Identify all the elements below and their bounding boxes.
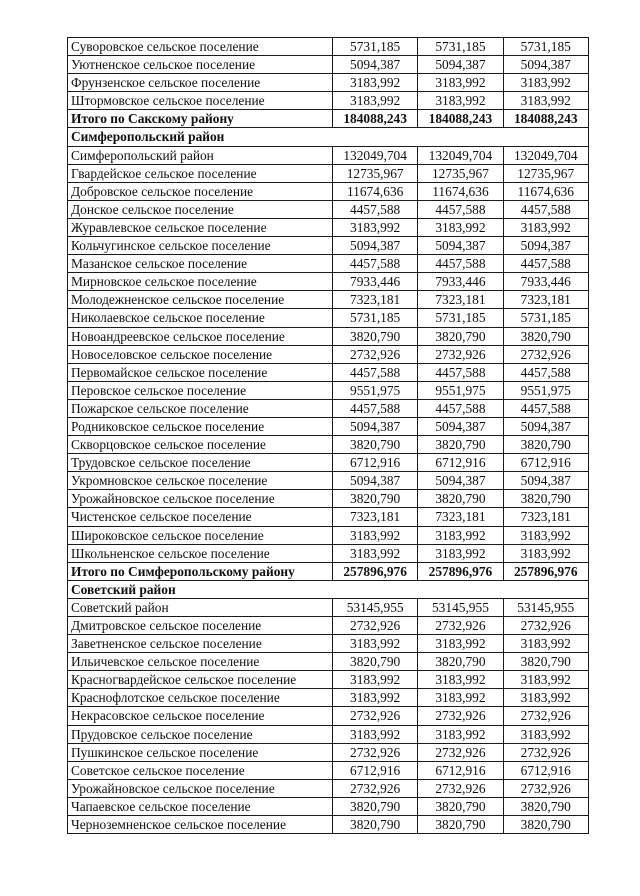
table-row [68, 526, 589, 544]
table-row [68, 743, 589, 761]
amount-cell-2: 5094,387 [418, 417, 503, 435]
amount-cell-2: 3183,992 [418, 635, 503, 653]
settlement-name: Урожайновское сельское поселение [68, 779, 333, 797]
amount-cell-1: 132049,704 [333, 146, 418, 164]
amount-cell-1: 7323,181 [333, 508, 418, 526]
amount-cell-3: 6712,916 [503, 454, 588, 472]
amount-cell-1: 2732,926 [333, 743, 418, 761]
settlement-name: Чапаевское сельское поселение [68, 797, 333, 815]
settlement-name: Итого по Симферопольскому району [68, 562, 333, 580]
table-row [68, 218, 589, 236]
amount-cell-2: 4457,588 [418, 399, 503, 417]
amount-cell-1: 5094,387 [333, 237, 418, 255]
amount-cell-2: 2732,926 [418, 617, 503, 635]
amount-cell-2: 3183,992 [418, 74, 503, 92]
amount-cell-1: 3183,992 [333, 544, 418, 562]
amount-cell-3: 3183,992 [503, 635, 588, 653]
table-row [68, 255, 589, 273]
amount-cell-3: 3820,790 [503, 816, 588, 834]
settlement-name: Суворовское сельское поселение [68, 38, 333, 56]
table-row [68, 38, 589, 56]
amount-cell-2: 9551,975 [418, 381, 503, 399]
amount-cell-2: 11674,636 [418, 182, 503, 200]
amount-cell-1: 4457,588 [333, 399, 418, 417]
section-title: Советский район [68, 580, 333, 598]
amount-cell-1: 5094,387 [333, 472, 418, 490]
settlement-name: Новоселовское сельское поселение [68, 345, 333, 363]
amount-cell-1: 3183,992 [333, 218, 418, 236]
amount-cell-3: 3183,992 [503, 689, 588, 707]
amount-cell-1: 3183,992 [333, 635, 418, 653]
table-row [68, 146, 589, 164]
table-row [68, 707, 589, 725]
settlement-name: Широковское сельское поселение [68, 526, 333, 544]
empty-cell [333, 580, 418, 598]
amount-cell-1: 2732,926 [333, 707, 418, 725]
total-row [68, 110, 589, 128]
amount-cell-2: 3820,790 [418, 490, 503, 508]
amount-cell-1: 53145,955 [333, 598, 418, 616]
amount-cell-1: 7933,446 [333, 273, 418, 291]
amount-cell-3: 12735,967 [503, 164, 588, 182]
table-row [68, 291, 589, 309]
settlement-name: Чистенское сельское поселение [68, 508, 333, 526]
settlement-name: Советский район [68, 598, 333, 616]
settlement-name: Мазанское сельское поселение [68, 255, 333, 273]
amount-cell-3: 3820,790 [503, 436, 588, 454]
table-row [68, 635, 589, 653]
amount-cell-3: 7933,446 [503, 273, 588, 291]
table-row [68, 327, 589, 345]
amount-cell-2: 3183,992 [418, 218, 503, 236]
table-row [68, 725, 589, 743]
amount-cell-2: 3820,790 [418, 653, 503, 671]
settlement-name: Молодежненское сельское поселение [68, 291, 333, 309]
amount-cell-2: 2732,926 [418, 345, 503, 363]
table-row [68, 779, 589, 797]
settlement-name: Николаевское сельское поселение [68, 309, 333, 327]
table-row [68, 363, 589, 381]
amount-cell-3: 3820,790 [503, 653, 588, 671]
table-row [68, 689, 589, 707]
amount-cell-2: 4457,588 [418, 363, 503, 381]
table-row [68, 436, 589, 454]
amount-cell-3: 4457,588 [503, 399, 588, 417]
amount-cell-2: 4457,588 [418, 255, 503, 273]
table-row [68, 761, 589, 779]
amount-cell-2: 3820,790 [418, 797, 503, 815]
amount-cell-3: 6712,916 [503, 761, 588, 779]
amount-cell-2: 257896,976 [418, 562, 503, 580]
table-row [68, 164, 589, 182]
empty-cell [418, 128, 503, 146]
amount-cell-2: 2732,926 [418, 743, 503, 761]
settlement-name: Первомайское сельское поселение [68, 363, 333, 381]
settlement-name: Дмитровское сельское поселение [68, 617, 333, 635]
total-row [68, 562, 589, 580]
amount-cell-2: 3183,992 [418, 526, 503, 544]
amount-cell-1: 184088,243 [333, 110, 418, 128]
amount-cell-2: 5094,387 [418, 56, 503, 74]
table-body [68, 38, 589, 834]
amount-cell-2: 2732,926 [418, 707, 503, 725]
table-row [68, 381, 589, 399]
amount-cell-1: 3183,992 [333, 671, 418, 689]
amount-cell-3: 132049,704 [503, 146, 588, 164]
amount-cell-3: 5094,387 [503, 56, 588, 74]
table-row [68, 273, 589, 291]
amount-cell-1: 3820,790 [333, 797, 418, 815]
section-header-row [68, 128, 589, 146]
amount-cell-2: 5094,387 [418, 237, 503, 255]
table-row [68, 816, 589, 834]
amount-cell-3: 2732,926 [503, 743, 588, 761]
amount-cell-2: 4457,588 [418, 200, 503, 218]
amount-cell-3: 2732,926 [503, 707, 588, 725]
settlement-name: Пожарское сельское поселение [68, 399, 333, 417]
amount-cell-1: 257896,976 [333, 562, 418, 580]
empty-cell [503, 580, 588, 598]
amount-cell-1: 5094,387 [333, 417, 418, 435]
amount-cell-1: 2732,926 [333, 779, 418, 797]
amount-cell-3: 7323,181 [503, 291, 588, 309]
amount-cell-1: 2732,926 [333, 617, 418, 635]
settlement-name: Кольчугинское сельское поселение [68, 237, 333, 255]
amount-cell-2: 5094,387 [418, 472, 503, 490]
amount-cell-2: 5731,185 [418, 309, 503, 327]
settlement-name: Трудовское сельское поселение [68, 454, 333, 472]
amount-cell-1: 3820,790 [333, 436, 418, 454]
amount-cell-1: 3183,992 [333, 725, 418, 743]
amount-cell-3: 4457,588 [503, 200, 588, 218]
amount-cell-1: 3820,790 [333, 490, 418, 508]
amount-cell-2: 2732,926 [418, 779, 503, 797]
amount-cell-2: 3183,992 [418, 725, 503, 743]
empty-cell [418, 580, 503, 598]
amount-cell-3: 3183,992 [503, 526, 588, 544]
amount-cell-1: 2732,926 [333, 345, 418, 363]
amount-cell-1: 3183,992 [333, 526, 418, 544]
settlement-name: Донское сельское поселение [68, 200, 333, 218]
amount-cell-1: 7323,181 [333, 291, 418, 309]
settlement-name: Уютненское сельское поселение [68, 56, 333, 74]
amount-cell-1: 4457,588 [333, 363, 418, 381]
amount-cell-3: 3183,992 [503, 218, 588, 236]
amount-cell-3: 5094,387 [503, 237, 588, 255]
table-row [68, 653, 589, 671]
amount-cell-3: 7323,181 [503, 508, 588, 526]
table-row [68, 399, 589, 417]
amount-cell-1: 6712,916 [333, 454, 418, 472]
settlement-name: Краснофлотское сельское поселение [68, 689, 333, 707]
empty-cell [333, 128, 418, 146]
amount-cell-3: 53145,955 [503, 598, 588, 616]
amount-cell-2: 3820,790 [418, 327, 503, 345]
amount-cell-3: 11674,636 [503, 182, 588, 200]
amount-cell-1: 5731,185 [333, 309, 418, 327]
table-row [68, 797, 589, 815]
amount-cell-3: 3183,992 [503, 544, 588, 562]
amount-cell-3: 3820,790 [503, 327, 588, 345]
amount-cell-3: 2732,926 [503, 345, 588, 363]
amount-cell-3: 3183,992 [503, 725, 588, 743]
amount-cell-1: 3820,790 [333, 816, 418, 834]
settlement-name: Некрасовское сельское поселение [68, 707, 333, 725]
amount-cell-1: 12735,967 [333, 164, 418, 182]
amount-cell-1: 3183,992 [333, 92, 418, 110]
table-row [68, 454, 589, 472]
amount-cell-1: 11674,636 [333, 182, 418, 200]
settlement-name: Симферопольский район [68, 146, 333, 164]
section-header-row [68, 580, 589, 598]
table-row [68, 617, 589, 635]
settlement-name: Пушкинское сельское поселение [68, 743, 333, 761]
table-row [68, 92, 589, 110]
table-row [68, 74, 589, 92]
amount-cell-2: 3183,992 [418, 671, 503, 689]
settlement-name: Ильичевское сельское поселение [68, 653, 333, 671]
settlement-name: Мирновское сельское поселение [68, 273, 333, 291]
amount-cell-3: 4457,588 [503, 255, 588, 273]
amount-cell-2: 12735,967 [418, 164, 503, 182]
amount-cell-3: 3183,992 [503, 671, 588, 689]
settlement-name: Новоандреевское сельское поселение [68, 327, 333, 345]
document-page [67, 37, 588, 834]
settlement-name: Школьненское сельское поселение [68, 544, 333, 562]
amount-cell-3: 184088,243 [503, 110, 588, 128]
settlement-name: Фрунзенское сельское поселение [68, 74, 333, 92]
table-row [68, 345, 589, 363]
amount-cell-3: 2732,926 [503, 617, 588, 635]
amount-cell-2: 6712,916 [418, 761, 503, 779]
amount-cell-3: 5731,185 [503, 309, 588, 327]
settlement-name: Итого по Сакскому району [68, 110, 333, 128]
settlement-name: Штормовское сельское поселение [68, 92, 333, 110]
amount-cell-2: 3820,790 [418, 436, 503, 454]
table-row [68, 508, 589, 526]
amount-cell-2: 3183,992 [418, 92, 503, 110]
amount-cell-1: 4457,588 [333, 255, 418, 273]
table-row [68, 237, 589, 255]
amount-cell-1: 3183,992 [333, 689, 418, 707]
budget-allocation-table [67, 37, 589, 834]
amount-cell-2: 5731,185 [418, 38, 503, 56]
settlement-name: Советское сельское поселение [68, 761, 333, 779]
settlement-name: Заветненское сельское поселение [68, 635, 333, 653]
settlement-name: Перовское сельское поселение [68, 381, 333, 399]
amount-cell-3: 5731,185 [503, 38, 588, 56]
amount-cell-2: 7323,181 [418, 291, 503, 309]
table-row [68, 182, 589, 200]
settlement-name: Красногвардейское сельское поселение [68, 671, 333, 689]
amount-cell-3: 4457,588 [503, 363, 588, 381]
amount-cell-3: 3183,992 [503, 92, 588, 110]
table-row [68, 417, 589, 435]
amount-cell-1: 4457,588 [333, 200, 418, 218]
settlement-name: Журавлевское сельское поселение [68, 218, 333, 236]
settlement-name: Добровское сельское поселение [68, 182, 333, 200]
settlement-name: Урожайновское сельское поселение [68, 490, 333, 508]
amount-cell-2: 53145,955 [418, 598, 503, 616]
amount-cell-3: 3820,790 [503, 797, 588, 815]
table-row [68, 200, 589, 218]
empty-cell [503, 128, 588, 146]
amount-cell-3: 3820,790 [503, 490, 588, 508]
amount-cell-1: 9551,975 [333, 381, 418, 399]
amount-cell-1: 5731,185 [333, 38, 418, 56]
amount-cell-1: 3183,992 [333, 74, 418, 92]
amount-cell-2: 6712,916 [418, 454, 503, 472]
settlement-name: Укромновское сельское поселение [68, 472, 333, 490]
amount-cell-1: 6712,916 [333, 761, 418, 779]
section-title: Симферопольский район [68, 128, 333, 146]
amount-cell-3: 9551,975 [503, 381, 588, 399]
table-row [68, 309, 589, 327]
settlement-name: Гвардейское сельское поселение [68, 164, 333, 182]
settlement-name: Прудовское сельское поселение [68, 725, 333, 743]
table-row [68, 56, 589, 74]
amount-cell-1: 3820,790 [333, 653, 418, 671]
amount-cell-2: 3183,992 [418, 689, 503, 707]
amount-cell-3: 5094,387 [503, 472, 588, 490]
amount-cell-2: 7933,446 [418, 273, 503, 291]
amount-cell-3: 3183,992 [503, 74, 588, 92]
amount-cell-1: 3820,790 [333, 327, 418, 345]
amount-cell-2: 132049,704 [418, 146, 503, 164]
amount-cell-3: 257896,976 [503, 562, 588, 580]
amount-cell-2: 184088,243 [418, 110, 503, 128]
amount-cell-2: 7323,181 [418, 508, 503, 526]
amount-cell-2: 3183,992 [418, 544, 503, 562]
table-row [68, 472, 589, 490]
table-row [68, 490, 589, 508]
table-row [68, 544, 589, 562]
settlement-name: Скворцовское сельское поселение [68, 436, 333, 454]
table-row [68, 671, 589, 689]
amount-cell-1: 5094,387 [333, 56, 418, 74]
amount-cell-3: 5094,387 [503, 417, 588, 435]
settlement-name: Родниковское сельское поселение [68, 417, 333, 435]
amount-cell-2: 3820,790 [418, 816, 503, 834]
settlement-name: Черноземненское сельское поселение [68, 816, 333, 834]
amount-cell-3: 2732,926 [503, 779, 588, 797]
table-row [68, 598, 589, 616]
